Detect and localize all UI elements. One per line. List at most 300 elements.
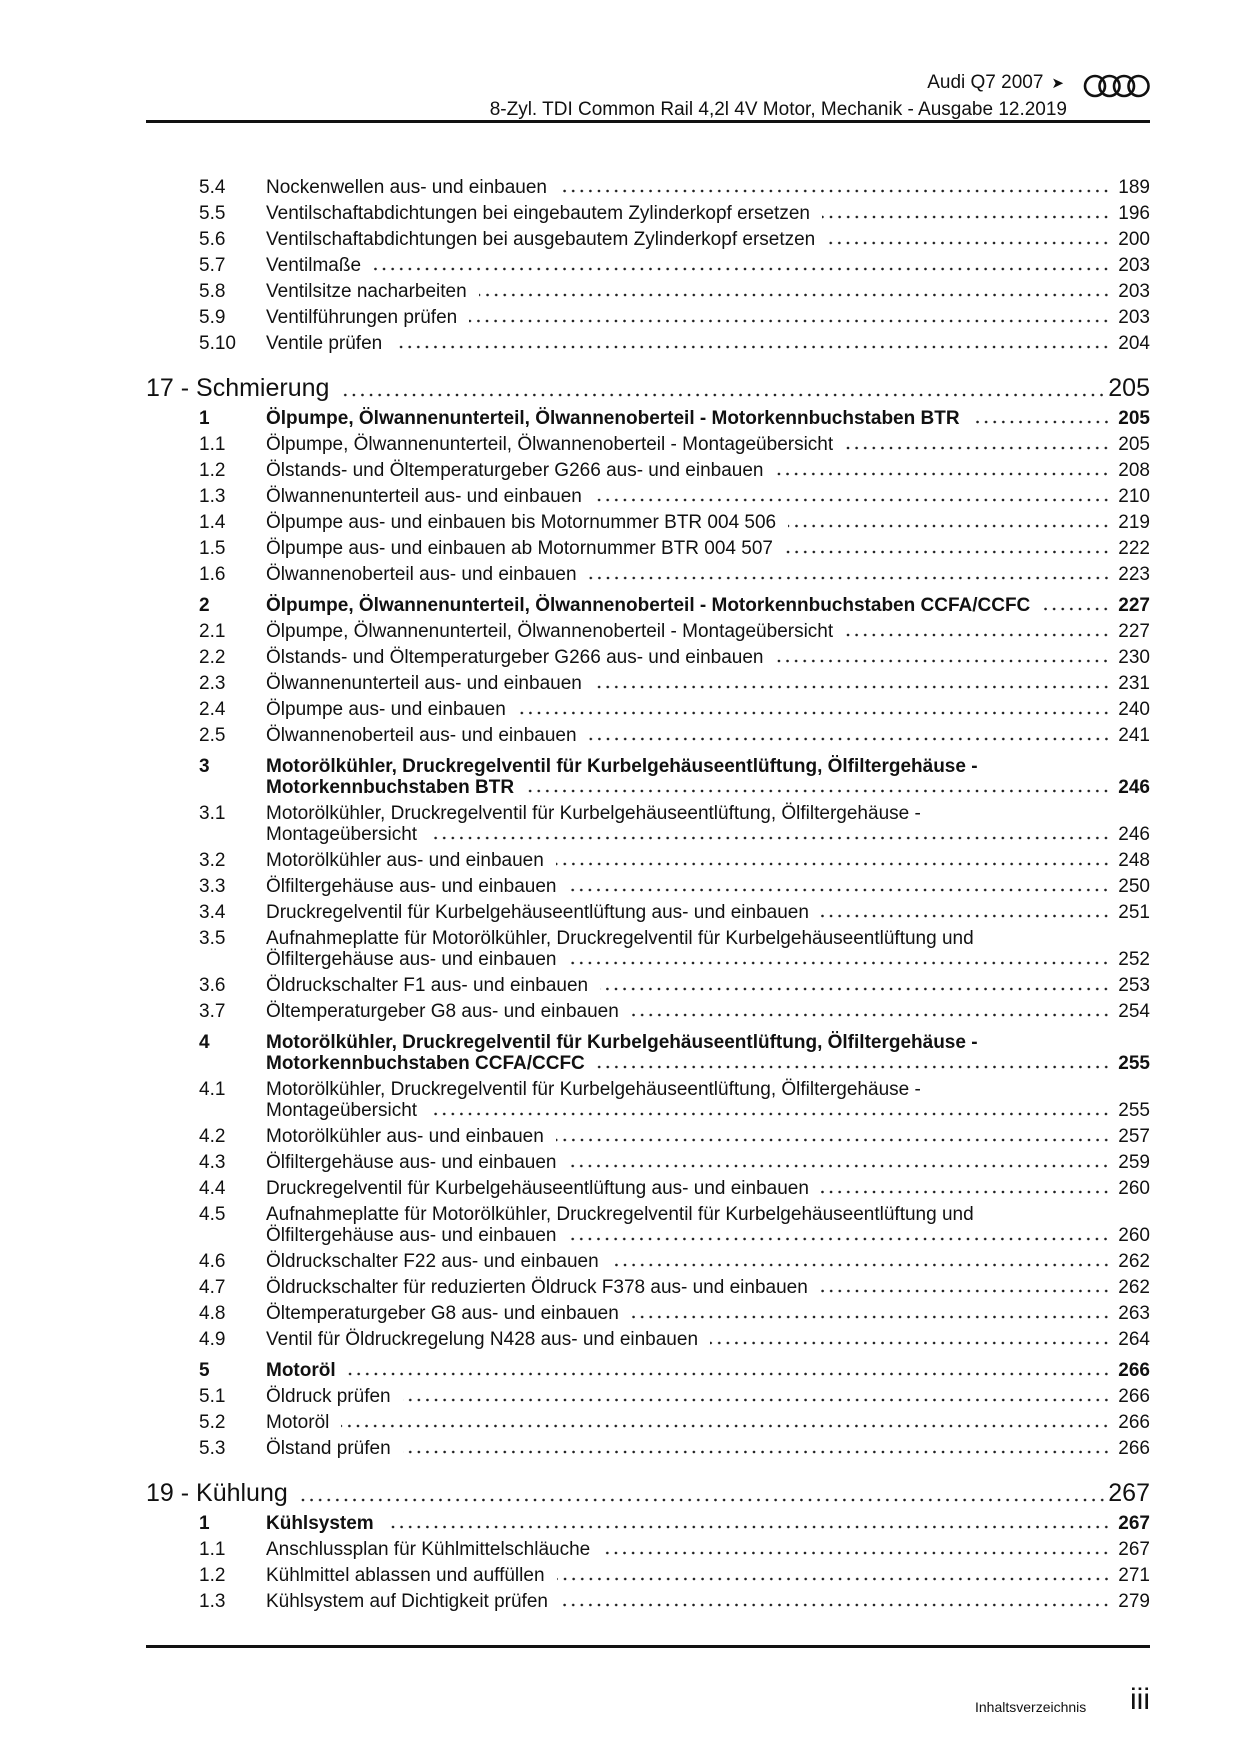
header-model-text: Audi Q7 2007 [927, 72, 1044, 93]
entry-line [266, 1277, 1150, 1298]
toc-entry[interactable] [146, 333, 1150, 359]
entry-body [266, 1251, 1150, 1272]
page-number: 266 [1118, 1360, 1150, 1381]
toc-section[interactable] [146, 756, 1150, 803]
toc-entry[interactable] [146, 850, 1150, 876]
entry-number: 4.3 [199, 1152, 226, 1173]
toc-entry[interactable] [146, 229, 1150, 255]
entry-body [266, 699, 1150, 720]
entry-number: 3 [199, 756, 210, 777]
toc-entry[interactable] [146, 699, 1150, 725]
entry-title: Druckregelventil für Kurbelgehäuseentlüftung aus- und einbauen [266, 1178, 809, 1199]
toc-entry[interactable] [146, 621, 1150, 647]
page-number: 251 [1118, 902, 1150, 923]
entry-number: 3.7 [199, 1001, 226, 1022]
entry-number: 3.1 [199, 803, 226, 824]
entry-line [266, 434, 1150, 455]
entry-body [266, 1303, 1150, 1324]
entry-number: 4.4 [199, 1178, 226, 1199]
entry-title: Ventile prüfen [266, 333, 383, 354]
toc-entry[interactable] [146, 1539, 1150, 1565]
entry-title: Ventilführungen prüfen [266, 307, 458, 328]
leader-dots [300, 1497, 1107, 1503]
toc-entry[interactable] [146, 902, 1150, 928]
toc-entry[interactable] [146, 1277, 1150, 1303]
page-number: 203 [1118, 281, 1150, 302]
leader-dots [429, 1111, 1110, 1117]
entry-body [266, 538, 1150, 559]
entry-body [266, 595, 1150, 616]
entry-title-line1: Aufnahmeplatte für Motorölkühler, Druckregelventil für Kurbelgehäuseentlüftung und [266, 1204, 974, 1225]
entry-line [266, 1001, 1150, 1022]
toc-entry[interactable] [146, 975, 1150, 1001]
toc-entry[interactable] [146, 1386, 1150, 1412]
leader-dots [568, 1163, 1110, 1169]
page-number: 267 [1108, 1479, 1150, 1507]
entry-title-line1: Motorölkühler, Druckregelventil für Kurbelgehäuseentlüftung, Ölfiltergehäuse - [266, 1032, 978, 1053]
entry-number: 5.3 [199, 1438, 226, 1459]
entry-body [266, 1079, 1150, 1121]
entry-title: Ölwannenunterteil aus- und einbauen [266, 486, 582, 507]
leader-dots [845, 445, 1110, 451]
entry-title: Öldruck prüfen [266, 1386, 391, 1407]
entry-number: 5.1 [199, 1386, 226, 1407]
toc-entry[interactable] [146, 203, 1150, 229]
entry-body [266, 756, 1150, 798]
entry-title: Ölfiltergehäuse aus- und einbauen [266, 876, 557, 897]
page-number: 205 [1108, 374, 1150, 402]
page-number: 267 [1118, 1513, 1150, 1534]
page-number: 257 [1118, 1126, 1150, 1147]
page-number: 260 [1118, 1178, 1150, 1199]
leader-dots [631, 1012, 1111, 1018]
entry-title: Ölpumpe aus- und einbauen bis Motornummer BTR 004 506 [266, 512, 777, 533]
toc-entry[interactable] [146, 1178, 1150, 1204]
page-number: 241 [1118, 725, 1150, 746]
leader-dots [557, 1576, 1111, 1582]
entry-title: Ventil für Öldruckregelung N428 aus- und einbauen [266, 1329, 699, 1350]
toc-entry[interactable] [146, 1438, 1150, 1464]
entry-line [266, 1412, 1150, 1433]
entry-line [266, 850, 1150, 871]
entry-line [266, 975, 1150, 996]
entry-title-line1: Aufnahmeplatte für Motorölkühler, Druckregelventil für Kurbelgehäuseentlüftung und [266, 928, 974, 949]
page-number: 222 [1118, 538, 1150, 559]
toc-entry[interactable] [146, 673, 1150, 699]
entry-title-line1: Motorölkühler, Druckregelventil für Kurbelgehäuseentlüftung, Ölfiltergehäuse - [266, 803, 921, 824]
toc-section[interactable] [146, 1032, 1150, 1079]
entry-line [266, 876, 1150, 897]
header-rule [146, 120, 1150, 123]
entry-body [266, 1565, 1150, 1586]
footer-page-number: iii [1130, 1683, 1150, 1716]
page-number: 227 [1118, 595, 1150, 616]
leader-dots [631, 1314, 1111, 1320]
page-number: 266 [1118, 1412, 1150, 1433]
leader-dots [479, 292, 1111, 298]
entry-line [266, 777, 1150, 798]
entry-title: Kühlmittel ablassen und auffüllen [266, 1565, 545, 1586]
leader-dots [594, 497, 1110, 503]
entry-line [266, 1513, 1150, 1534]
leader-dots [822, 214, 1110, 220]
entry-number: 5.10 [199, 333, 236, 354]
entry-body [266, 1591, 1150, 1612]
page-number: 246 [1118, 824, 1150, 845]
chapter-title: 19 - Kühlung [146, 1479, 288, 1507]
page-number: 260 [1118, 1225, 1150, 1246]
page-number: 223 [1118, 564, 1150, 585]
entry-line [266, 203, 1150, 224]
toc-entry[interactable] [146, 1329, 1150, 1355]
leader-dots [602, 1550, 1110, 1556]
toc-entry[interactable] [146, 307, 1150, 333]
entry-number: 1.3 [199, 1591, 226, 1612]
leader-dots [341, 1423, 1110, 1429]
entry-line [266, 1591, 1150, 1612]
entry-number: 1.1 [199, 1539, 226, 1560]
entry-number: 5 [199, 1360, 210, 1381]
leader-dots [788, 523, 1110, 529]
entry-body [266, 1178, 1150, 1199]
leader-dots [568, 1236, 1110, 1242]
page-number: 255 [1118, 1053, 1150, 1074]
entry-line [266, 949, 1150, 970]
leader-dots [556, 1137, 1111, 1143]
entry-line [266, 1100, 1150, 1121]
entry-body [266, 673, 1150, 694]
entry-body [266, 1152, 1150, 1173]
entry-body [266, 434, 1150, 455]
entry-body [266, 1204, 1150, 1246]
entry-number: 4.2 [199, 1126, 226, 1147]
entry-title: Ölstands- und Öltemperaturgeber G266 aus- und einbauen [266, 460, 764, 481]
entry-body [266, 1513, 1150, 1534]
page-number: 200 [1118, 229, 1150, 250]
entry-line [266, 1438, 1150, 1459]
entry-number: 3.5 [199, 928, 226, 949]
leader-dots [594, 684, 1110, 690]
entry-title: Ventilschaftabdichtungen bei ausgebautem Zylinderkopf ersetzen [266, 229, 816, 250]
entry-line [266, 595, 1150, 616]
page-number: 230 [1118, 647, 1150, 668]
toc-entry[interactable] [146, 538, 1150, 564]
entry-body [266, 902, 1150, 923]
entry-number: 5.7 [199, 255, 226, 276]
entry-title: Ölwannenoberteil aus- und einbauen [266, 725, 577, 746]
entry-line [266, 647, 1150, 668]
entry-title: Motoröl [266, 1360, 336, 1381]
entry-line [266, 1053, 1150, 1074]
leader-dots [589, 575, 1111, 581]
toc-section[interactable] [146, 595, 1150, 621]
toc-entry[interactable] [146, 1591, 1150, 1617]
page-number: 255 [1118, 1100, 1150, 1121]
entry-line [266, 1386, 1150, 1407]
toc-entry[interactable] [146, 564, 1150, 590]
entry-title: Öltemperaturgeber G8 aus- und einbauen [266, 1001, 619, 1022]
entry-line [266, 699, 1150, 720]
entry-title: Anschlussplan für Kühlmittelschläuche [266, 1539, 591, 1560]
page-number: 203 [1118, 255, 1150, 276]
leader-dots [394, 344, 1110, 350]
entry-number: 3.6 [199, 975, 226, 996]
entry-number: 4 [199, 1032, 210, 1053]
entry-body [266, 408, 1150, 429]
toc-entry[interactable] [146, 177, 1150, 203]
entry-line [266, 281, 1150, 302]
leader-dots [373, 266, 1110, 272]
leader-dots [845, 632, 1110, 638]
leader-dots [341, 392, 1106, 398]
toc-entry[interactable] [146, 434, 1150, 460]
audi-rings-icon [1083, 74, 1151, 98]
entry-line [266, 307, 1150, 328]
entry-title: Ölpumpe, Ölwannenunterteil, Ölwannenoberteil - Montageübersicht [266, 434, 834, 455]
page-number: 227 [1118, 621, 1150, 642]
entry-line [266, 408, 1150, 429]
entry-number: 4.1 [199, 1079, 226, 1100]
entry-line [266, 333, 1150, 354]
leader-dots [821, 1189, 1110, 1195]
toc-entry[interactable] [146, 255, 1150, 281]
entry-line [266, 673, 1150, 694]
toc-entry[interactable] [146, 1412, 1150, 1438]
entry-line [266, 1152, 1150, 1173]
entry-body [266, 307, 1150, 328]
page-number: 250 [1118, 876, 1150, 897]
footer-rule [146, 1645, 1150, 1648]
entry-number: 1.1 [199, 434, 226, 455]
page-number: 266 [1118, 1386, 1150, 1407]
entry-number: 4.6 [199, 1251, 226, 1272]
entry-body [266, 928, 1150, 970]
footer-label: Inhaltsverzeichnis [975, 1699, 1087, 1715]
leader-dots [560, 1602, 1110, 1608]
entry-line [266, 1225, 1150, 1246]
entry-line [266, 486, 1150, 507]
page-number: 196 [1118, 203, 1150, 224]
entry-body [266, 1329, 1150, 1350]
entry-title: Ventilschaftabdichtungen bei eingebautem Zylinderkopf ersetzen [266, 203, 810, 224]
entry-number: 4.5 [199, 1204, 226, 1225]
leader-dots [611, 1262, 1111, 1268]
entry-title: Motorölkühler aus- und einbauen [266, 1126, 544, 1147]
entry-body [266, 850, 1150, 871]
toc-entry[interactable] [146, 725, 1150, 751]
toc-section[interactable] [146, 1513, 1150, 1539]
entry-body [266, 255, 1150, 276]
entry-title: Ölfiltergehäuse aus- und einbauen [266, 1152, 557, 1173]
entry-title: Ölfiltergehäuse aus- und einbauen [266, 1225, 557, 1246]
entry-line [266, 621, 1150, 642]
leader-dots [518, 710, 1111, 716]
entry-number: 1 [199, 408, 210, 429]
entry-title: Ölwannenunterteil aus- und einbauen [266, 673, 582, 694]
entry-body [266, 1032, 1150, 1074]
entry-body [266, 564, 1150, 585]
toc-entry[interactable] [146, 803, 1150, 850]
entry-title: Ölwannenoberteil aus- und einbauen [266, 564, 577, 585]
entry-title: Ölpumpe, Ölwannenunterteil, Ölwannenoberteil - Motorkennbuchstaben BTR [266, 408, 960, 429]
toc-entry[interactable] [146, 1251, 1150, 1277]
page-number: 264 [1118, 1329, 1150, 1350]
leader-dots [821, 913, 1110, 919]
toc-entry[interactable] [146, 1303, 1150, 1329]
page-number: 208 [1118, 460, 1150, 481]
entry-number: 1 [199, 1513, 210, 1534]
page-number: 254 [1118, 1001, 1150, 1022]
toc-entry[interactable] [146, 512, 1150, 538]
entry-body [266, 1412, 1150, 1433]
leader-dots [589, 736, 1111, 742]
entry-body [266, 1386, 1150, 1407]
entry-title-line1: Motorölkühler, Druckregelventil für Kurbelgehäuseentlüftung, Ölfiltergehäuse - [266, 756, 978, 777]
entry-number: 4.7 [199, 1277, 226, 1298]
toc-entry[interactable] [146, 647, 1150, 673]
entry-title: Öldruckschalter F1 aus- und einbauen [266, 975, 589, 996]
leader-dots [597, 1064, 1111, 1070]
entry-line [266, 564, 1150, 585]
entry-body [266, 203, 1150, 224]
leader-dots [600, 986, 1110, 992]
toc-entry[interactable] [146, 281, 1150, 307]
entry-line [266, 512, 1150, 533]
entry-body [266, 460, 1150, 481]
entry-title: Öltemperaturgeber G8 aus- und einbauen [266, 1303, 619, 1324]
page-number: 262 [1118, 1251, 1150, 1272]
entry-line [266, 1539, 1150, 1560]
toc-entry[interactable] [146, 486, 1150, 512]
leader-dots [559, 188, 1110, 194]
entry-body [266, 486, 1150, 507]
entry-number: 1.3 [199, 486, 226, 507]
entry-line [266, 1360, 1150, 1381]
page-number: 205 [1118, 434, 1150, 455]
chapter-heading[interactable] [146, 373, 1150, 403]
entry-body [266, 1438, 1150, 1459]
entry-title: Montageübersicht [266, 1100, 418, 1121]
toc-entry[interactable] [146, 460, 1150, 486]
entry-number: 5.4 [199, 177, 226, 198]
entry-line [266, 902, 1150, 923]
entry-body [266, 1001, 1150, 1022]
entry-line [266, 255, 1150, 276]
entry-title: Ventilmaße [266, 255, 362, 276]
chapter-heading[interactable] [146, 1478, 1150, 1508]
entry-number: 3.2 [199, 850, 226, 871]
toc-entry[interactable] [146, 1126, 1150, 1152]
entry-line [266, 1329, 1150, 1350]
entry-line [266, 1178, 1150, 1199]
leader-dots [403, 1397, 1111, 1403]
page-number: 263 [1118, 1303, 1150, 1324]
entry-number: 2.5 [199, 725, 226, 746]
entry-number: 1.6 [199, 564, 226, 585]
entry-number: 1.5 [199, 538, 226, 559]
entry-number: 2.4 [199, 699, 226, 720]
entry-title: Ölpumpe aus- und einbauen [266, 699, 506, 720]
entry-title: Ölstand prüfen [266, 1438, 391, 1459]
entry-number: 2.3 [199, 673, 226, 694]
toc-entry[interactable] [146, 1152, 1150, 1178]
entry-title: Ölfiltergehäuse aus- und einbauen [266, 949, 557, 970]
page-number: 219 [1118, 512, 1150, 533]
toc-section[interactable] [146, 408, 1150, 434]
toc-entry[interactable] [146, 876, 1150, 902]
toc-entry[interactable] [146, 928, 1150, 975]
page-number: 262 [1118, 1277, 1150, 1298]
entry-title-line1: Motorölkühler, Druckregelventil für Kurbelgehäuseentlüftung, Ölfiltergehäuse - [266, 1079, 921, 1100]
entry-line [266, 229, 1150, 250]
leader-dots [820, 1288, 1111, 1294]
page-number: 203 [1118, 307, 1150, 328]
leader-dots [827, 240, 1110, 246]
entry-title: Ölstands- und Öltemperaturgeber G266 aus- und einbauen [266, 647, 764, 668]
entry-body [266, 177, 1150, 198]
entry-title: Montageübersicht [266, 824, 418, 845]
entry-title: Ölpumpe, Ölwannenunterteil, Ölwannenoberteil - Motorkennbuchstaben CCFA/CCFC [266, 595, 1031, 616]
leader-dots [526, 788, 1110, 794]
page-number: 189 [1118, 177, 1150, 198]
entry-number: 1.2 [199, 1565, 226, 1586]
page-number: 210 [1118, 486, 1150, 507]
entry-title: Druckregelventil für Kurbelgehäuseentlüftung aus- und einbauen [266, 902, 809, 923]
entry-line [266, 460, 1150, 481]
entry-line [266, 1303, 1150, 1324]
entry-body [266, 229, 1150, 250]
page-number: 271 [1118, 1565, 1150, 1586]
leader-dots [972, 419, 1111, 425]
chapter-title: 17 - Schmierung [146, 374, 330, 402]
entry-number: 5.6 [199, 229, 226, 250]
entry-body [266, 876, 1150, 897]
leader-dots [568, 887, 1110, 893]
leader-dots [775, 658, 1110, 664]
entry-line [266, 1126, 1150, 1147]
entry-body [266, 647, 1150, 668]
leader-dots [568, 960, 1110, 966]
entry-body [266, 281, 1150, 302]
toc-section[interactable] [146, 1360, 1150, 1386]
table-of-contents [146, 177, 1150, 1617]
entry-title: Motorkennbuchstaben BTR [266, 777, 515, 798]
leader-dots [775, 471, 1110, 477]
entry-line [266, 725, 1150, 746]
toc-entry[interactable] [146, 1204, 1150, 1251]
page-number: 231 [1118, 673, 1150, 694]
entry-line [266, 538, 1150, 559]
leader-dots [386, 1524, 1111, 1530]
page-number: 240 [1118, 699, 1150, 720]
toc-entry[interactable] [146, 1001, 1150, 1027]
leader-dots [469, 318, 1110, 324]
leader-dots [403, 1449, 1111, 1455]
entry-title: Kühlsystem auf Dichtigkeit prüfen [266, 1591, 548, 1612]
entry-title: Öldruckschalter für reduzierten Öldruck F378 aus- und einbauen [266, 1277, 808, 1298]
toc-entry[interactable] [146, 1565, 1150, 1591]
entry-number: 5.2 [199, 1412, 226, 1433]
toc-entry[interactable] [146, 1079, 1150, 1126]
entry-line [266, 1251, 1150, 1272]
entry-number: 5.8 [199, 281, 226, 302]
entry-body [266, 1360, 1150, 1381]
leader-dots [785, 549, 1110, 555]
entry-body [266, 1539, 1150, 1560]
entry-title: Ölpumpe aus- und einbauen ab Motornummer BTR 004 507 [266, 538, 773, 559]
entry-number: 2 [199, 595, 210, 616]
page-number: 252 [1118, 949, 1150, 970]
